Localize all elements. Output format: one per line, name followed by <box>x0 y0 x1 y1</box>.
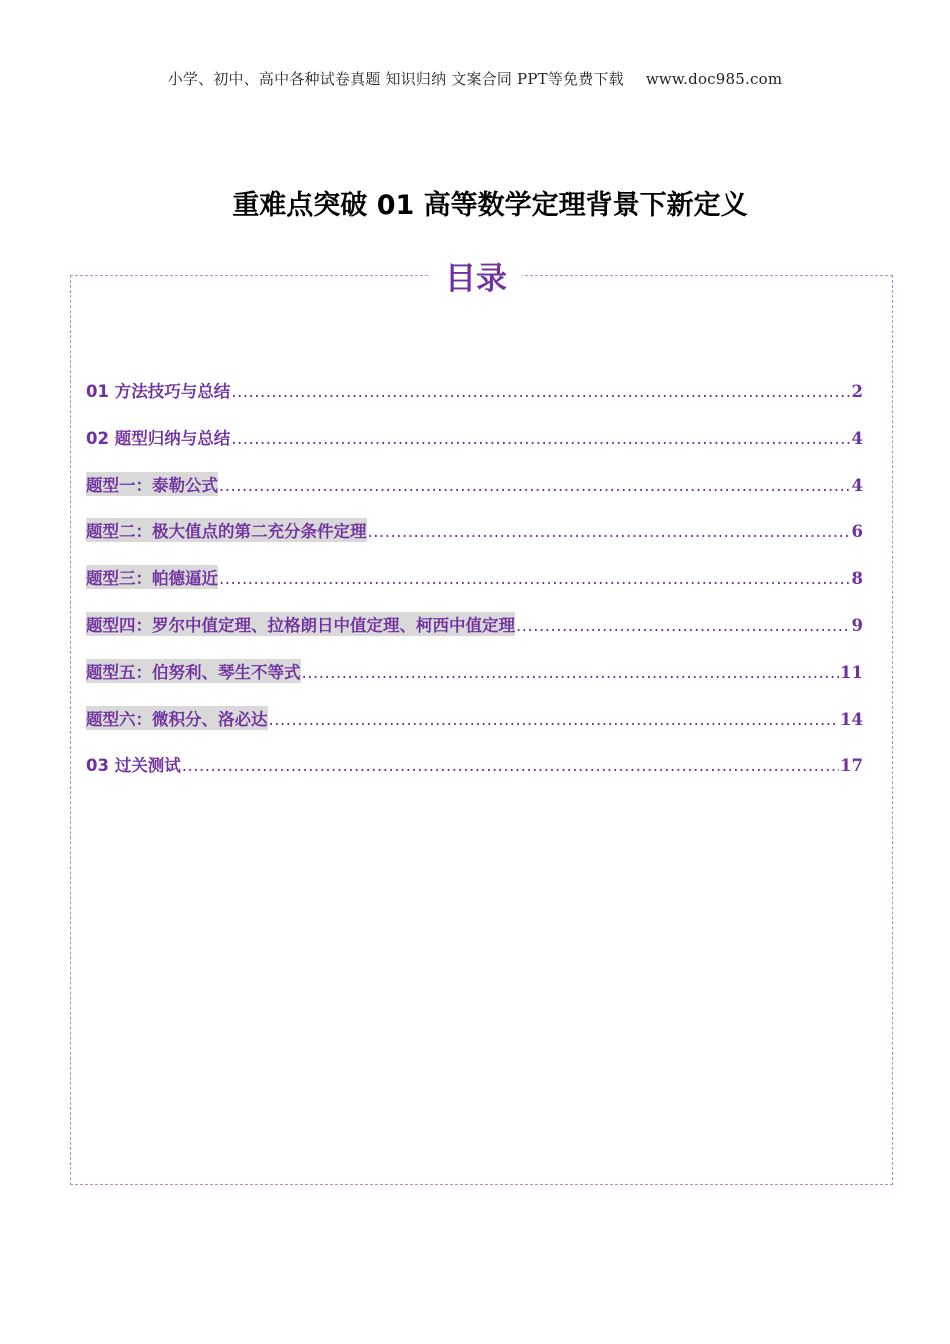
toc-list <box>86 378 863 799</box>
toc-leader-dots <box>219 569 851 588</box>
toc-entry[interactable] <box>86 472 863 519</box>
document-title: 重难点突破 01 高等数学定理背景下新定义 <box>232 190 748 221</box>
toc-leader-dots <box>231 429 850 448</box>
toc-leader-dots <box>269 710 840 729</box>
toc-leader-dots <box>516 616 851 635</box>
toc-entry-label: 03 过关测试 <box>86 756 181 776</box>
toc-entry[interactable] <box>86 659 863 706</box>
toc-entry[interactable] <box>86 752 863 799</box>
toc-page-number: 4 <box>851 475 863 495</box>
header-site-link[interactable]: www.doc985.com <box>645 70 783 88</box>
toc-page-number: 9 <box>851 615 863 635</box>
toc-entry-label: 题型三：帕德逼近 <box>86 565 218 589</box>
toc-heading: 目录 <box>430 258 522 300</box>
toc-entry-label: 题型四：罗尔中值定理、拉格朗日中值定理、柯西中值定理 <box>86 612 515 636</box>
toc-entry[interactable] <box>86 706 863 753</box>
header-banner: 小学、初中、高中各种试卷真题 知识归纳 文案合同 PPT等免费下载 <box>167 70 624 88</box>
page-header <box>0 68 950 89</box>
toc-page-number: 2 <box>851 382 863 401</box>
toc-entry-label: 题型六：微积分、洛必达 <box>86 706 268 730</box>
toc-entry[interactable] <box>86 612 863 659</box>
toc-entry-label: 题型二：极大值点的第二充分条件定理 <box>86 518 367 542</box>
toc-leader-dots <box>182 756 839 775</box>
toc-entry[interactable] <box>86 565 863 612</box>
toc-page-number: 14 <box>840 709 863 729</box>
toc-leader-dots <box>368 522 851 541</box>
toc-entry[interactable] <box>86 378 863 425</box>
toc-entry[interactable] <box>86 425 863 472</box>
toc-page-number: 6 <box>851 522 863 542</box>
toc-leader-dots <box>231 382 850 401</box>
toc-entry-label: 题型一：泰勒公式 <box>86 472 218 496</box>
toc-entry-label: 02 题型归纳与总结 <box>86 428 231 448</box>
toc-entry-label: 01 方法技巧与总结 <box>86 382 231 401</box>
toc-page-number: 4 <box>851 428 863 448</box>
toc-leader-dots <box>302 663 840 682</box>
toc-page-number: 8 <box>851 569 863 589</box>
toc-page-number: 17 <box>840 756 863 776</box>
toc-leader-dots <box>219 476 851 495</box>
toc-page-number: 11 <box>840 662 863 682</box>
toc-entry[interactable] <box>86 518 863 565</box>
toc-entry-label: 题型五：伯努利、琴生不等式 <box>86 659 301 683</box>
